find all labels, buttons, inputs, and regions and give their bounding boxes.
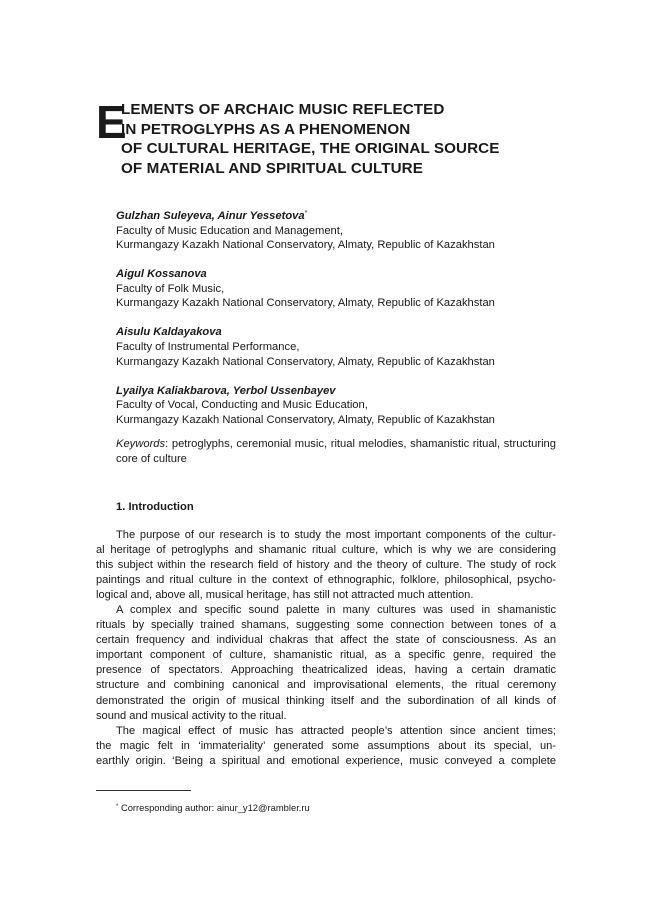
paragraph xyxy=(96,724,556,769)
text-line: al heritage of petroglyphs and shamanic ritual culture, which is why we are considering xyxy=(96,544,556,557)
author-names: Aigul Kossanova xyxy=(116,268,207,281)
text-line: logical and, above all, musical heritage, has still not attracted much attention. xyxy=(96,589,474,602)
text-line: this subject within the research field of history and the theory of culture. The study of rock xyxy=(96,559,556,572)
author-list xyxy=(116,209,556,442)
author-names: Aisulu Kaldayakova xyxy=(116,326,222,339)
text-line: the magic felt in ‘immateriality’ generated some assumptions about its special, un- xyxy=(96,739,556,752)
author-faculty: Faculty of Music Education and Management, xyxy=(116,224,343,237)
footnote-text: Corresponding author: ainur_y12@rambler.ru xyxy=(120,802,310,813)
body-text xyxy=(96,528,556,769)
title-line: OF CULTURAL HERITAGE, THE ORIGINAL SOURCE xyxy=(121,140,500,157)
text-line: demonstrated the origin of musical thinking itself and the subordination of all kinds of xyxy=(96,694,556,707)
author-group xyxy=(116,325,556,369)
author-institution: Kurmangazy Kazakh National Conservatory, Almaty, Republic of Kazakhstan xyxy=(116,297,495,310)
author-group xyxy=(116,209,556,253)
text-line: rituals by specially trained shamans, suggesting some connection between tones of a xyxy=(96,619,556,632)
author-faculty: Faculty of Instrumental Performance, xyxy=(116,340,300,353)
keywords-text: : petroglyphs, ceremonial music, ritual melodies, shamanistic ritual, structuring core of culture xyxy=(116,438,556,465)
title-dropcap: E xyxy=(96,96,127,148)
author-institution: Kurmangazy Kazakh National Conservatory, Almaty, Republic of Kazakhstan xyxy=(116,355,495,368)
text-line: presence of spectators. Approaching theatricalized ideas, having a certain dramatic xyxy=(96,664,556,677)
keywords-label: Keywords xyxy=(116,438,166,450)
title-line: IN PETROGLYPHS AS A PHENOMENON xyxy=(121,120,411,138)
author-institution: Kurmangazy Kazakh National Conservatory, Almaty, Republic of Kazakhstan xyxy=(116,413,495,426)
section-heading: 1. Introduction xyxy=(116,501,194,513)
footnote-divider xyxy=(96,790,191,791)
paragraph xyxy=(96,603,556,723)
text-line: paintings and ritual culture in the context of ethnographic, folklore, philosophical, psycho- xyxy=(96,574,556,587)
text-line: The purpose of our research is to study the most important components of the cultur- xyxy=(116,529,556,541)
text-line: certain frequency and individual chakras that affect the state of consciousness. As an xyxy=(96,634,556,647)
title-line: OF MATERIAL AND SPIRITUAL CULTURE xyxy=(121,159,423,177)
author-institution: Kurmangazy Kazakh National Conservatory, Almaty, Republic of Kazakhstan xyxy=(116,239,495,252)
title-line: LEMENTS OF ARCHAIC MUSIC REFLECTED xyxy=(121,101,445,118)
author-faculty: Faculty of Vocal, Conducting and Music Education, xyxy=(116,399,368,412)
article-title xyxy=(96,96,556,178)
author-names: Gulzhan Suleyeva, Ainur Yessetova* xyxy=(116,210,308,222)
text-line: A complex and specific sound palette in many cultures was used in shamanistic xyxy=(116,604,556,617)
author-names: Lyailya Kaliakbarova, Yerbol Ussenbayev xyxy=(116,384,336,397)
author-group xyxy=(116,267,556,311)
footnote xyxy=(116,802,310,814)
text-line: sound and musical activity to the ritual. xyxy=(96,709,287,722)
text-line: earthly origin. ‘Being a spiritual and emotional experience, music conveyed a complete xyxy=(96,754,556,767)
paragraph xyxy=(96,528,556,603)
footnote-marker: * xyxy=(116,804,119,810)
corresponding-marker: * xyxy=(304,210,308,217)
author-faculty: Faculty of Folk Music, xyxy=(116,282,225,295)
author-group xyxy=(116,384,556,428)
text-line: structure and combining canonical and improvisational elements, the ritual ceremony xyxy=(96,679,556,692)
keywords xyxy=(116,437,556,467)
text-line: The magical effect of music has attracted people’s attention since ancient times; xyxy=(116,724,556,737)
text-line: important component of culture, shamanistic ritual, as a specific genre, required the xyxy=(96,649,556,662)
